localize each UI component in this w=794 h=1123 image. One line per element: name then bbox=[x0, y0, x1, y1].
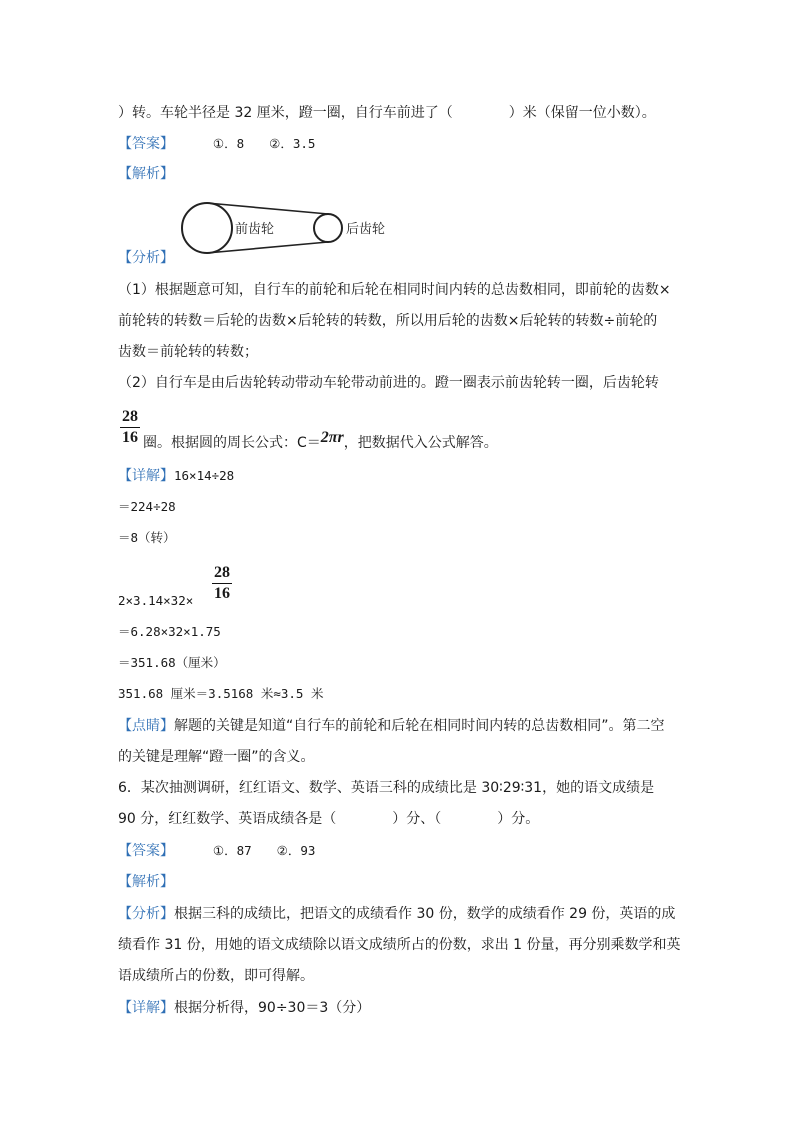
q6-answer-row bbox=[118, 841, 315, 861]
circumference-formula: 2πr bbox=[320, 429, 344, 446]
q6-question-line: 6．某次抽测调研，红红语文、数学、英语三科的成绩比是 30∶29∶31，她的语文成绩是 bbox=[118, 780, 655, 796]
detail-line: ＝6.28×32×1.75 bbox=[118, 624, 221, 639]
fraction-numerator: 28 bbox=[214, 564, 230, 581]
analysis-line: 绩看作 31 份，用她的语文成绩除以语文成绩所占的份数，求出 1 份量，再分别乘数学和英 bbox=[118, 937, 681, 953]
analysis-text: 根据三科的成绩比，把语文的成绩看作 30 份，数学的成绩看作 29 份，英语的成 bbox=[174, 906, 676, 922]
detail-tag: 【详解】 bbox=[118, 1000, 174, 1016]
analysis-line: 齿数＝前轮转的转数； bbox=[118, 344, 258, 360]
rear-gear-label: 后齿轮 bbox=[346, 222, 386, 237]
jiexi-tag: 【解析】 bbox=[118, 166, 174, 182]
analysis-line: （2）自行车是由后齿轮转动带动车轮带动前进的。蹬一圈表示前齿轮转一圈，后齿轮转 bbox=[118, 375, 659, 391]
detail-line bbox=[118, 528, 176, 548]
answer-values: ①．8 ②．3.5 bbox=[212, 136, 316, 151]
dianjing-row bbox=[118, 716, 665, 736]
detail-text: 根据分析得，90÷30＝3（分） bbox=[174, 1000, 371, 1016]
detail-line: 16×14÷28 bbox=[174, 468, 235, 483]
analysis-line: （1）根据题意可知，自行车的前轮和后轮在相同时间内转的总齿数相同，即前轮的齿数× bbox=[118, 282, 671, 298]
analysis-text: 圈。根据圆的周长公式：C＝ bbox=[143, 435, 321, 451]
detail-tag: 【详解】 bbox=[118, 468, 174, 484]
detail-text: ＝8（转） bbox=[118, 530, 176, 545]
analysis-row bbox=[118, 904, 675, 924]
analysis-tag: 【分析】 bbox=[118, 250, 174, 266]
dianjing-line: 的关键是理解“蹬一圈”的含义。 bbox=[118, 749, 315, 765]
analysis-tag: 【分析】 bbox=[118, 906, 174, 922]
answer-tag: 【答案】 bbox=[118, 136, 174, 152]
fraction-denominator: 16 bbox=[122, 429, 138, 446]
fraction-numerator: 28 bbox=[122, 408, 138, 425]
answer-values: ①．87 ②．93 bbox=[212, 843, 316, 858]
analysis-formula-line bbox=[143, 429, 498, 453]
rear-gear bbox=[314, 214, 342, 242]
detail-row bbox=[118, 998, 370, 1018]
gear-diagram bbox=[176, 196, 396, 258]
fraction-28-16 bbox=[120, 408, 140, 446]
q5-answer-row bbox=[118, 134, 315, 154]
front-gear bbox=[182, 203, 232, 253]
jiexi-tag: 【解析】 bbox=[118, 874, 174, 890]
analysis-line: 语成绩所占的份数，即可得解。 bbox=[118, 968, 314, 984]
detail-line: 2×3.14×32× bbox=[118, 593, 194, 608]
detail-line: 351.68 厘米＝3.5168 米≈3.5 米 bbox=[118, 686, 324, 701]
detail-line: ＝224÷28 bbox=[118, 499, 176, 514]
detail-row bbox=[118, 466, 234, 486]
dianjing-text: 解题的关键是知道“自行车的前轮和后轮在相同时间内转的总齿数相同”。第二空 bbox=[174, 718, 665, 734]
analysis-line: 前轮转的转数＝后轮的齿数×后轮转的转数，所以用后轮的齿数×后轮转的转数÷前轮的 bbox=[118, 313, 658, 329]
q6-question-line: 90 分，红红数学、英语成绩各是（ ）分、（ ）分。 bbox=[118, 811, 540, 827]
answer-tag: 【答案】 bbox=[118, 843, 174, 859]
analysis-text: ，把数据代入公式解答。 bbox=[343, 435, 498, 451]
q5-question-line: ）转。车轮半径是 32 厘米，蹬一圈，自行车前进了（ ）米（保留一位小数）。 bbox=[118, 105, 656, 121]
chain-bottom bbox=[207, 242, 328, 253]
front-gear-label: 前齿轮 bbox=[235, 222, 275, 237]
fraction-denominator: 16 bbox=[214, 585, 230, 602]
detail-line: ＝351.68（厘米） bbox=[118, 655, 226, 670]
dianjing-tag: 【点睛】 bbox=[118, 718, 174, 734]
chain-top bbox=[207, 203, 328, 214]
fraction-28-16 bbox=[212, 564, 232, 602]
